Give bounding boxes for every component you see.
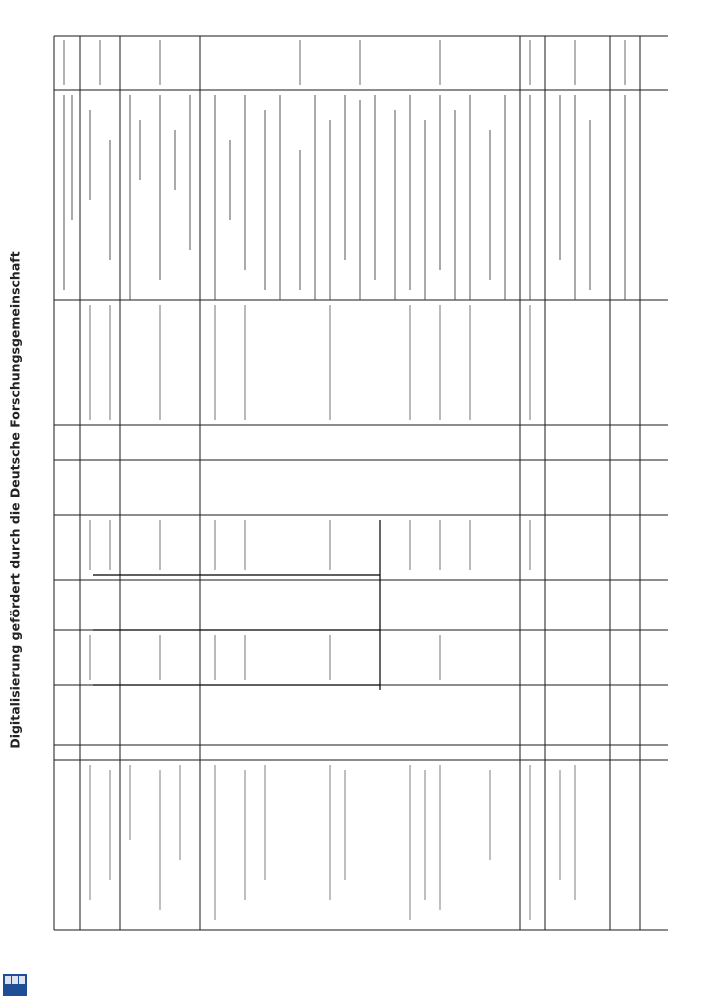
funding-notice: Digitalisierung gefördert durch die Deutsche Forschungsgemeinschaft (7, 251, 23, 749)
dfg-logo (3, 974, 27, 996)
funding-sidebar (0, 0, 30, 1000)
